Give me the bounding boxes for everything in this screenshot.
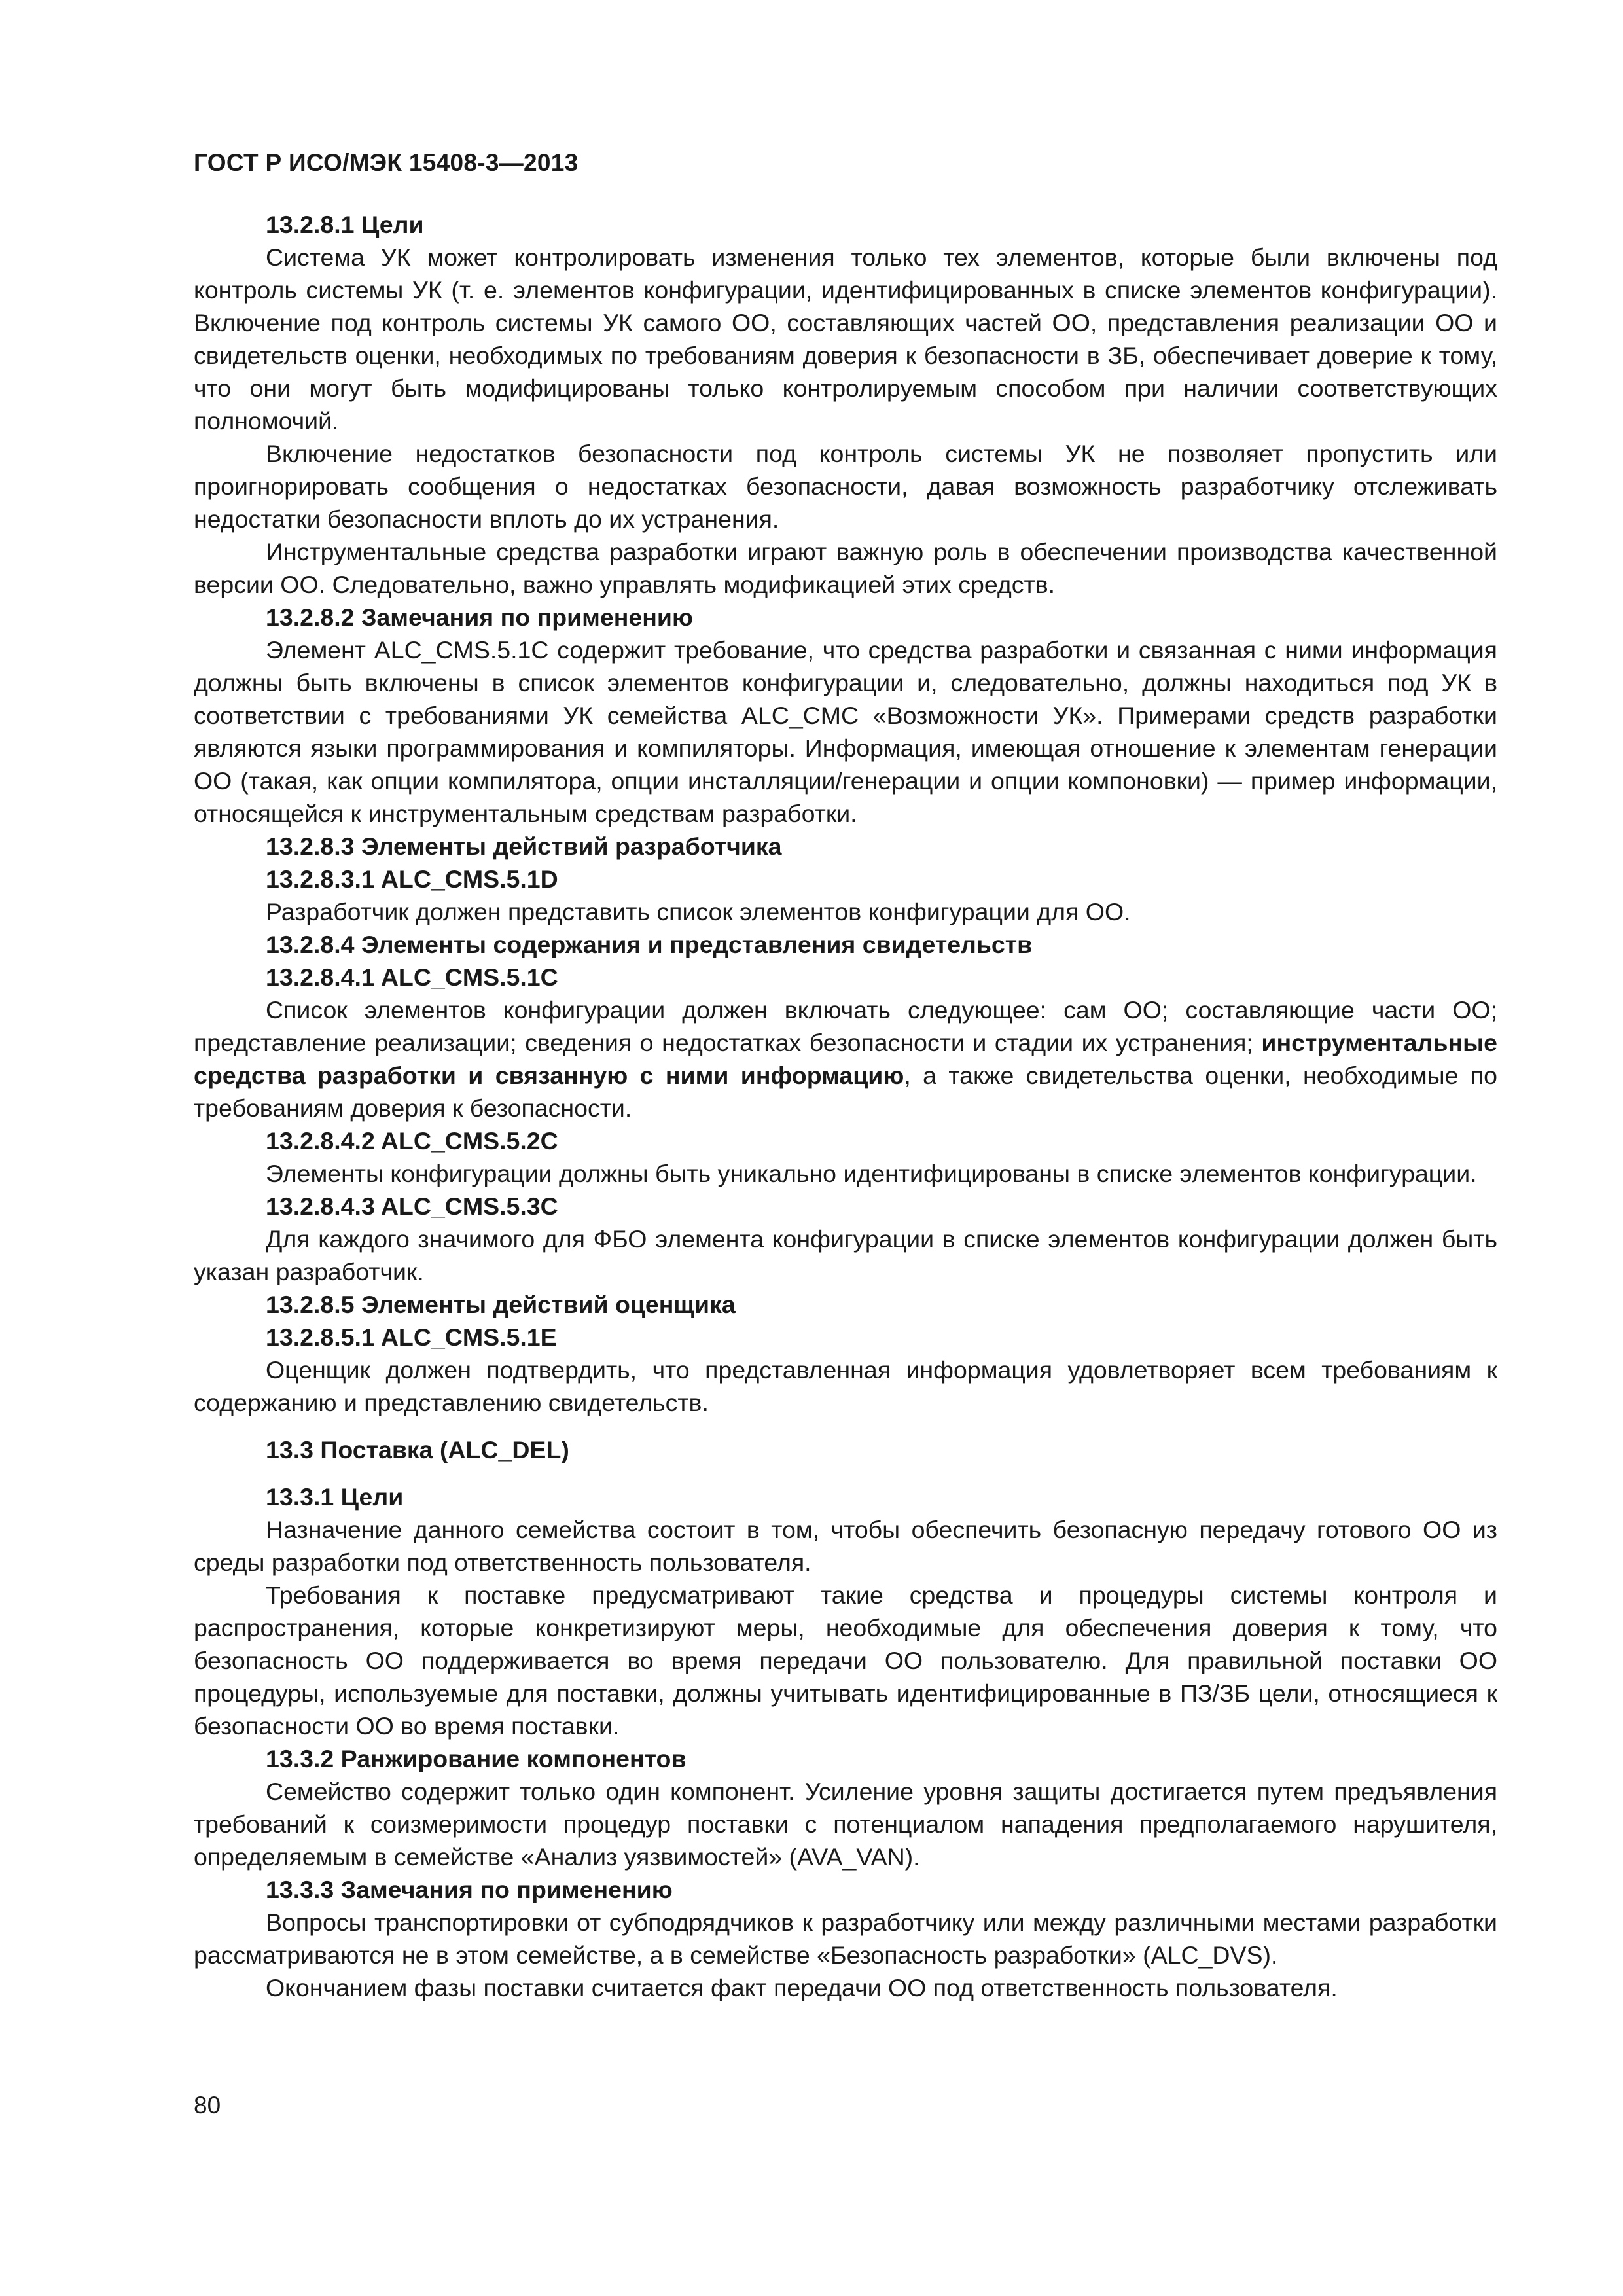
document-header: ГОСТ Р ИСО/МЭК 15408-3—2013 xyxy=(194,149,579,176)
section-heading: 13.2.8.4 Элементы содержания и представления свидетельств xyxy=(266,931,1033,958)
section-heading: 13.2.8.3.1 ALC_CMS.5.1D xyxy=(266,865,558,893)
section-heading: 13.3 Поставка (ALC_DEL) xyxy=(266,1436,569,1463)
paragraph: Требования к поставке предусматривают такие средства и процедуры системы контроля и распространения, которые конкретизируют меры, необходимые для обеспечения доверия к тому, что безопасность ОО поддерживается во время передачи ОО пользователю. Для правильной поставки ОО процедуры, используемые для поставки, должны учитывать идентифицированные в ПЗ/ЗБ цели, относящиеся к безопасности ОО во время поставки. xyxy=(194,1581,1497,1740)
paragraph: Оценщик должен подтвердить, что представленная информация удовлетворяет всем требованиям к содержанию и представлению свидетельств. xyxy=(194,1356,1497,1416)
section-heading: 13.2.8.5 Элементы действий оценщика xyxy=(266,1291,736,1318)
document-body xyxy=(194,208,1497,2004)
section-heading: 13.2.8.2 Замечания по применению xyxy=(266,603,694,631)
paragraph: Вопросы транспортировки от субподрядчиков к разработчику или между различными местами разработки рассматриваются не в этом семействе, а в семействе «Безопасность разработки» (ALC_DVS). xyxy=(194,1909,1497,1969)
paragraph: Назначение данного семейства состоит в том, чтобы обеспечить безопасную передачу готового ОО из среды разработки под ответственность пользователя. xyxy=(194,1516,1497,1576)
paragraph: Инструментальные средства разработки играют важную роль в обеспечении производства качественной версии ОО. Следовательно, важно управлять модификацией этих средств. xyxy=(194,538,1497,598)
page-number: 80 xyxy=(194,2092,221,2119)
paragraph: Система УК может контролировать изменения только тех элементов, которые были включены под контроль системы УК (т. е. элементов конфигурации, идентифицированных в списке элементов конфигурации). Включение под контроль системы УК самого ОО, составляющих частей ОО, представления реализации ОО и свидетельств оценки, необходимых по требованиям доверия к безопасности в ЗБ, обеспечивает доверие к тому, что они могут быть модифицированы только контролируемым способом при наличии соответствующих полномочий. xyxy=(194,243,1497,435)
section-heading: 13.2.8.3 Элементы действий разработчика xyxy=(266,833,782,860)
paragraph: Элементы конфигурации должны быть уникально идентифицированы в списке элементов конфигурации. xyxy=(266,1160,1477,1187)
section-heading: 13.2.8.5.1 ALC_CMS.5.1E xyxy=(266,1323,557,1351)
section-heading: 13.3.2 Ранжирование компонентов xyxy=(266,1745,687,1772)
paragraph: Элемент ALC_CMS.5.1C содержит требование, что средства разработки и связанная с ними информация должны быть включены в список элементов конфигурации и, следовательно, должны находиться под УК в соответствии с требованиями УК семейства ALC_CMC «Возможности УК». Примерами средств разработки являются языки программирования и компиляторы. Информация, имеющая отношение к элементам генерации ОО (такая, как опции компилятора, опции инсталляции/генерации и опции компоновки) — пример информации, относящейся к инструментальным средствам разработки. xyxy=(194,636,1497,827)
paragraph-text: Список элементов конфигурации должен включать следующее: сам ОО; составляющие части ОО; представление реализации; сведения о недостатках безопасности и стадии их устранения; xyxy=(194,996,1497,1056)
paragraph xyxy=(194,994,1497,1124)
section-heading: 13.3.1 Цели xyxy=(266,1483,404,1511)
section-heading: 13.2.8.4.2 ALC_CMS.5.2C xyxy=(266,1127,558,1155)
paragraph: Семейство содержит только один компонент. Усиление уровня защиты достигается путем предъявления требований к соизмеримости процедур поставки с потенциалом нападения предполагаемого нарушителя, определяемым в семействе «Анализ уязвимостей» (AVA_VAN). xyxy=(194,1778,1497,1871)
section-heading: 13.2.8.1 Цели xyxy=(266,211,424,238)
paragraph-text: , а также свидетельства оценки, необходимые по требованиям доверия к безопасности. xyxy=(194,1062,1497,1122)
paragraph: Разработчик должен представить список элементов конфигурации для ОО. xyxy=(266,898,1131,925)
paragraph: Для каждого значимого для ФБО элемента конфигурации в списке элементов конфигурации должен быть указан разработчик. xyxy=(194,1225,1497,1285)
section-heading: 13.2.8.4.3 ALC_CMS.5.3C xyxy=(266,1193,558,1220)
paragraph: Включение недостатков безопасности под контроль системы УК не позволяет пропустить или проигнорировать сообщения о недостатках безопасности, давая возможность разработчику отслеживать недостатки безопасности вплоть до их устранения. xyxy=(194,440,1497,533)
section-heading: 13.3.3 Замечания по применению xyxy=(266,1876,673,1903)
paragraph-bold-text: инструментальные средства разработки и связанную с ними информацию xyxy=(194,1029,1497,1089)
paragraph: Окончанием фазы поставки считается факт передачи ОО под ответственность пользователя. xyxy=(266,1974,1338,2001)
section-heading: 13.2.8.4.1 ALC_CMS.5.1C xyxy=(266,963,558,991)
